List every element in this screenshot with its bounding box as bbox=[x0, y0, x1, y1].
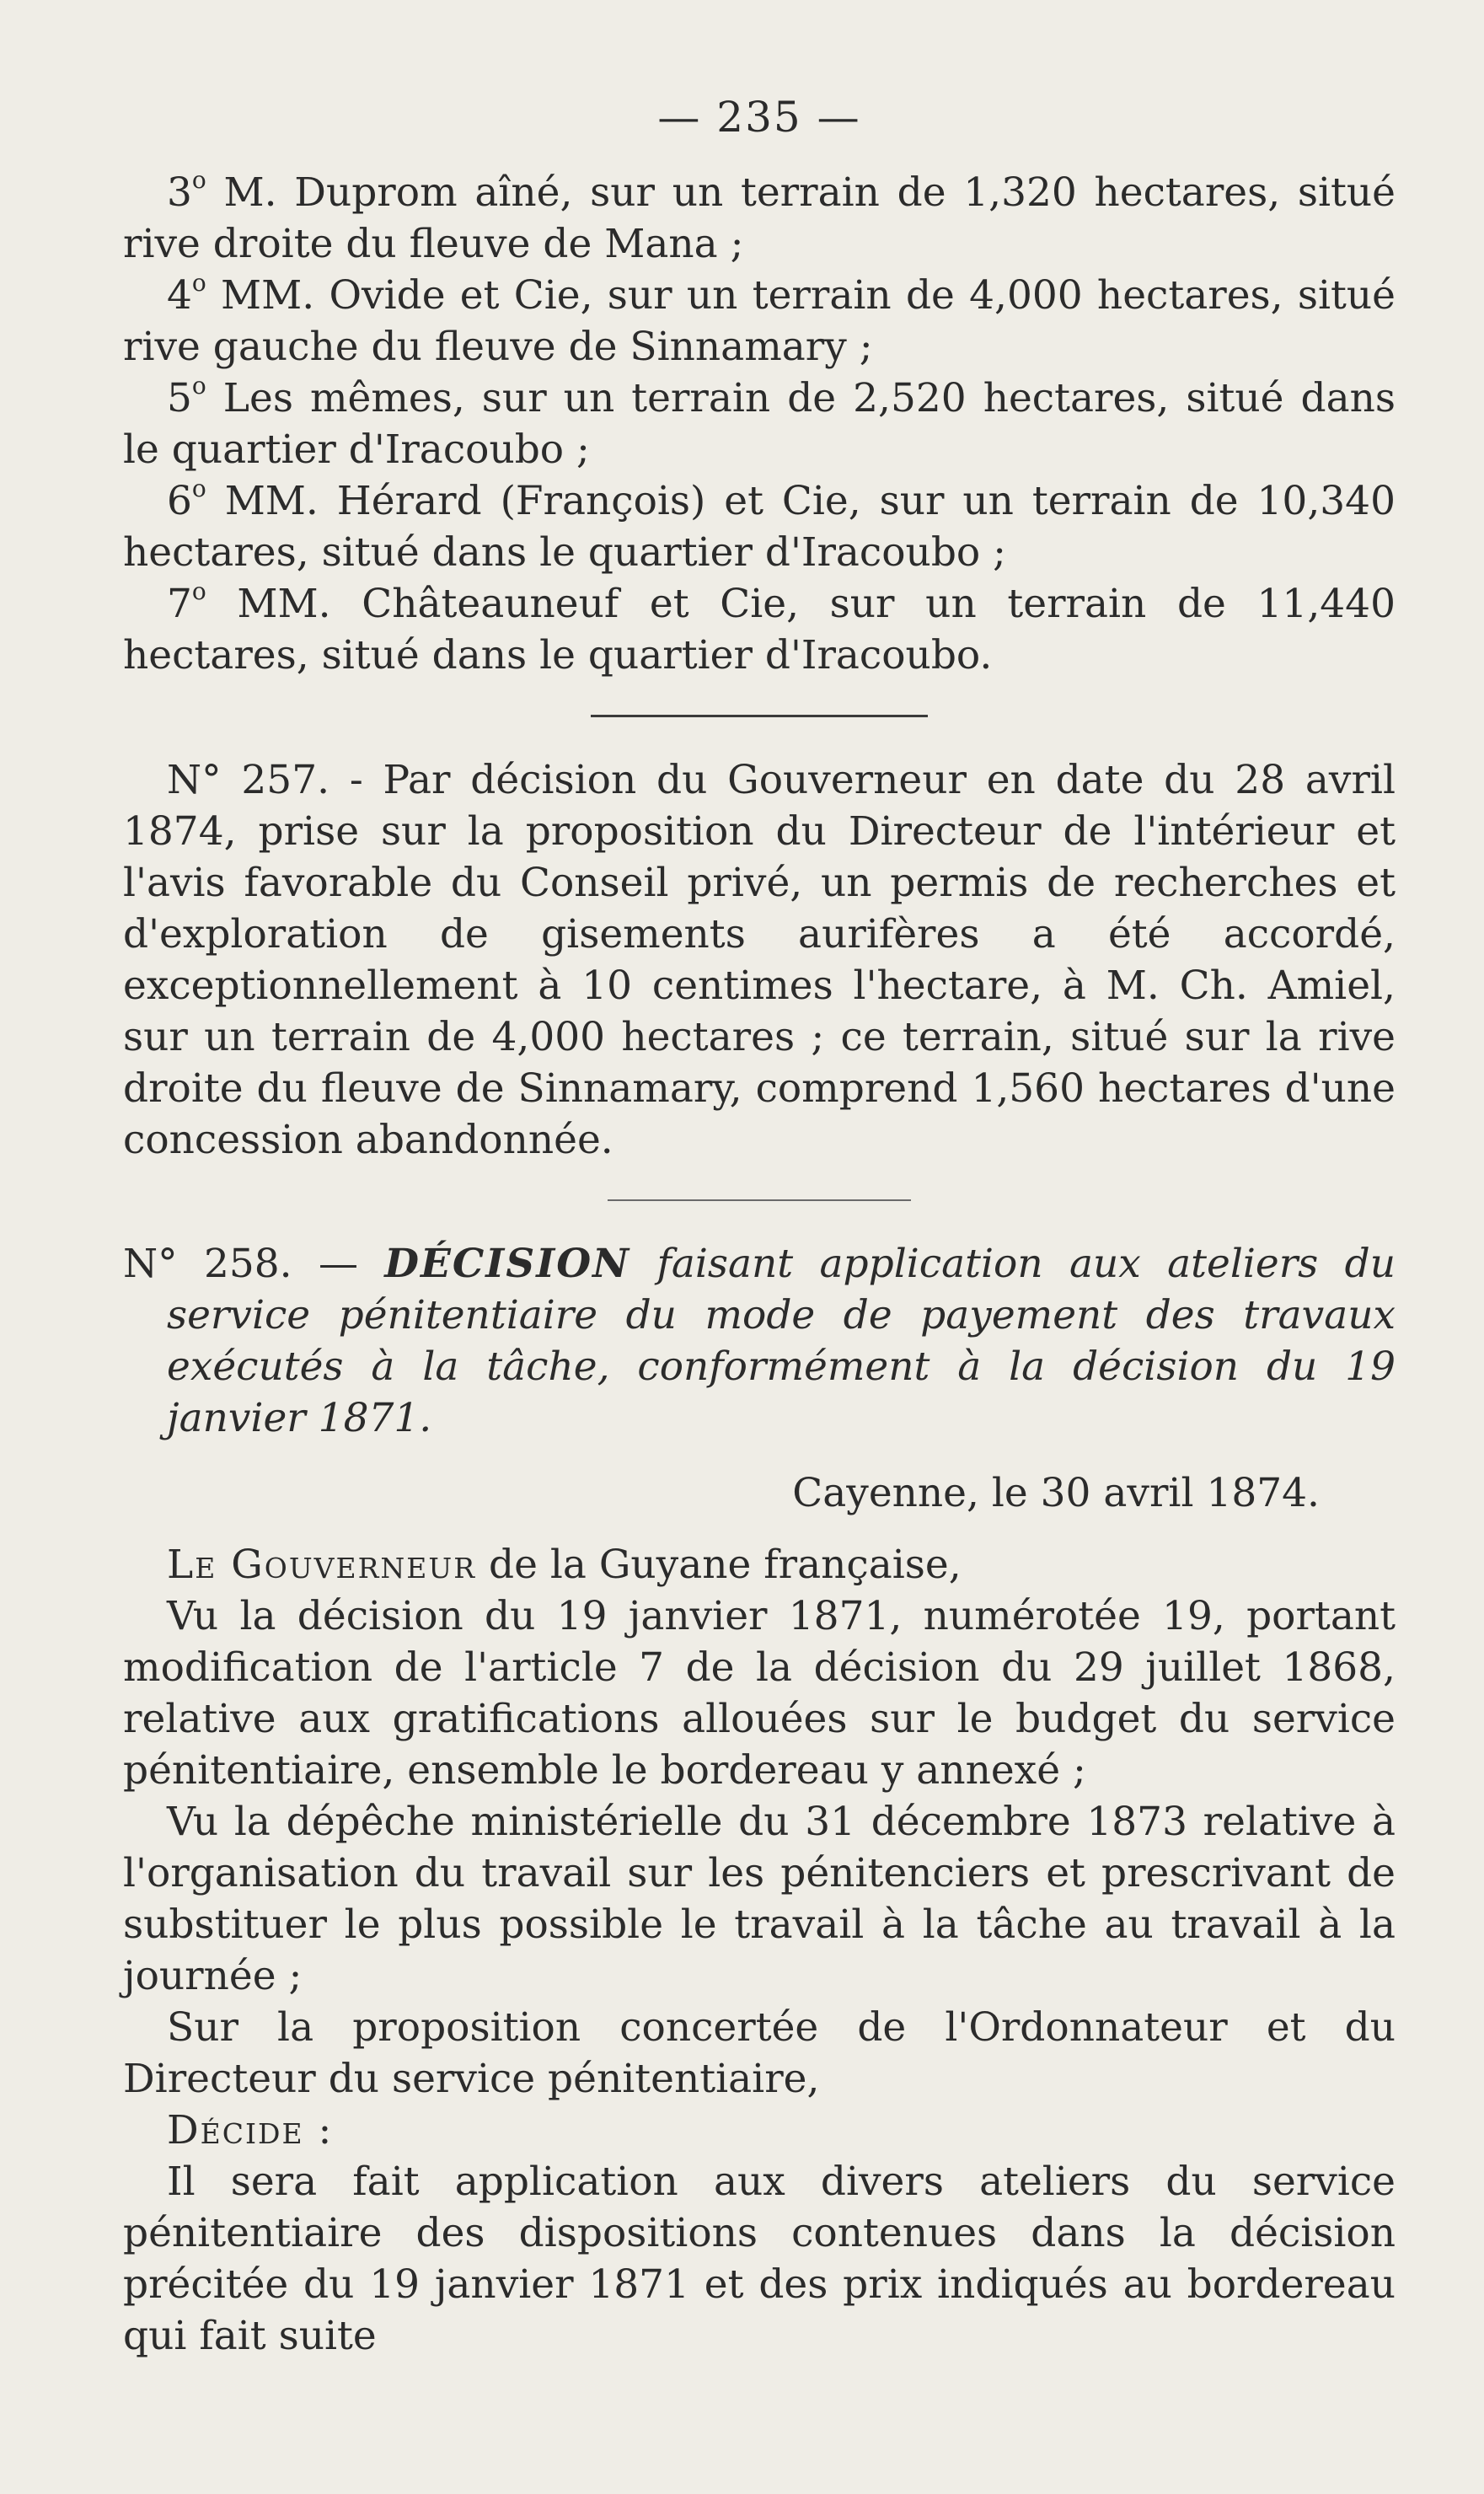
list-item: 7$^o$ MM. Châteauneuf et Cie, sur un terrain de 11,440 hectares, situé dans le quartier d'Iracoubo. bbox=[123, 577, 1396, 678]
entry-258-title-text: faisant application aux ateliers du service pénitentiaire du mode de payement des travaux exécutés à la tâche, conformément à la décision du 19 janvier 1871. bbox=[167, 1241, 1396, 1441]
authority-title: Le Gouverneur bbox=[167, 1542, 477, 1588]
date-line: Cayenne, le 30 avril 1874. bbox=[792, 1470, 1320, 1516]
considerant-paragraph: Sur la proposition concertée de l'Ordonnateur et du Directeur du service pénitentiaire, bbox=[123, 2004, 1396, 2102]
considerant-paragraph: Vu la dépêche ministérielle du 31 décembre 1873 relative à l'organisation du travail sur les pénitenciers et prescrivant de substituer le plus possible le travail à la tâche au travail à la journée ; bbox=[123, 1799, 1396, 1999]
decide-heading: Décide : bbox=[167, 2107, 334, 2153]
entry-258-number: N° 258. — bbox=[123, 1241, 358, 1287]
document-page bbox=[123, 93, 1396, 2362]
list-item: 6$^o$ MM. Hérard (François) et Cie, sur un terrain de 10,340 hectares, situé dans le quartier d'Iracoubo ; bbox=[123, 475, 1396, 576]
list-item: 3$^o$ M. Duprom aîné, sur un terrain de 1,320 hectares, situé rive droite du fleuve de Mana ; bbox=[123, 166, 1396, 267]
entry-257-text: N° 257. - Par décision du Gouverneur en date du 28 avril 1874, prise sur la proposition du Directeur de l'intérieur et l'avis favorable du Conseil privé, un permis de recherches et d'exploration de gisements aurifères a été accordé, exceptionnellement à 10 centimes l'hectare, à M. Ch. Amiel, sur un terrain de 4,000 hectares ; ce terrain, situé sur la rive droite du fleuve de Sinnamary, comprend 1,560 hectares d'une concession abandonnée. bbox=[123, 757, 1396, 1163]
entry-258-label: DÉCISION bbox=[384, 1241, 631, 1287]
concession-list bbox=[123, 167, 1396, 681]
section-divider bbox=[608, 1199, 911, 1201]
list-item: 5$^o$ Les mêmes, sur un terrain de 2,520 hectares, situé dans le quartier d'Iracoubo ; bbox=[123, 372, 1396, 473]
section-divider bbox=[591, 715, 928, 717]
page-number: — 235 — bbox=[657, 93, 861, 142]
authority-rest: de la Guyane française, bbox=[489, 1542, 962, 1588]
closing-paragraph: Il sera fait application aux divers ateliers du service pénitentiaire des dispositions contenues dans la décision précitée du 19 janvier 1871 et des prix indiqués au bordereau qui fait suite bbox=[123, 2159, 1396, 2359]
list-item: 4$^o$ MM. Ovide et Cie, sur un terrain de 4,000 hectares, situé rive gauche du fleuve de Sinnamary ; bbox=[123, 269, 1396, 370]
entry-258-title bbox=[123, 1238, 1396, 1444]
considerant-paragraph: Vu la décision du 19 janvier 1871, numérotée 19, portant modification de l'article 7 de la décision du 29 juillet 1868, relative aux gratifications allouées sur le budget du service pénitentiaire, ensemble le bordereau y annexé ; bbox=[123, 1593, 1396, 1794]
authority-line bbox=[123, 1539, 1396, 1590]
